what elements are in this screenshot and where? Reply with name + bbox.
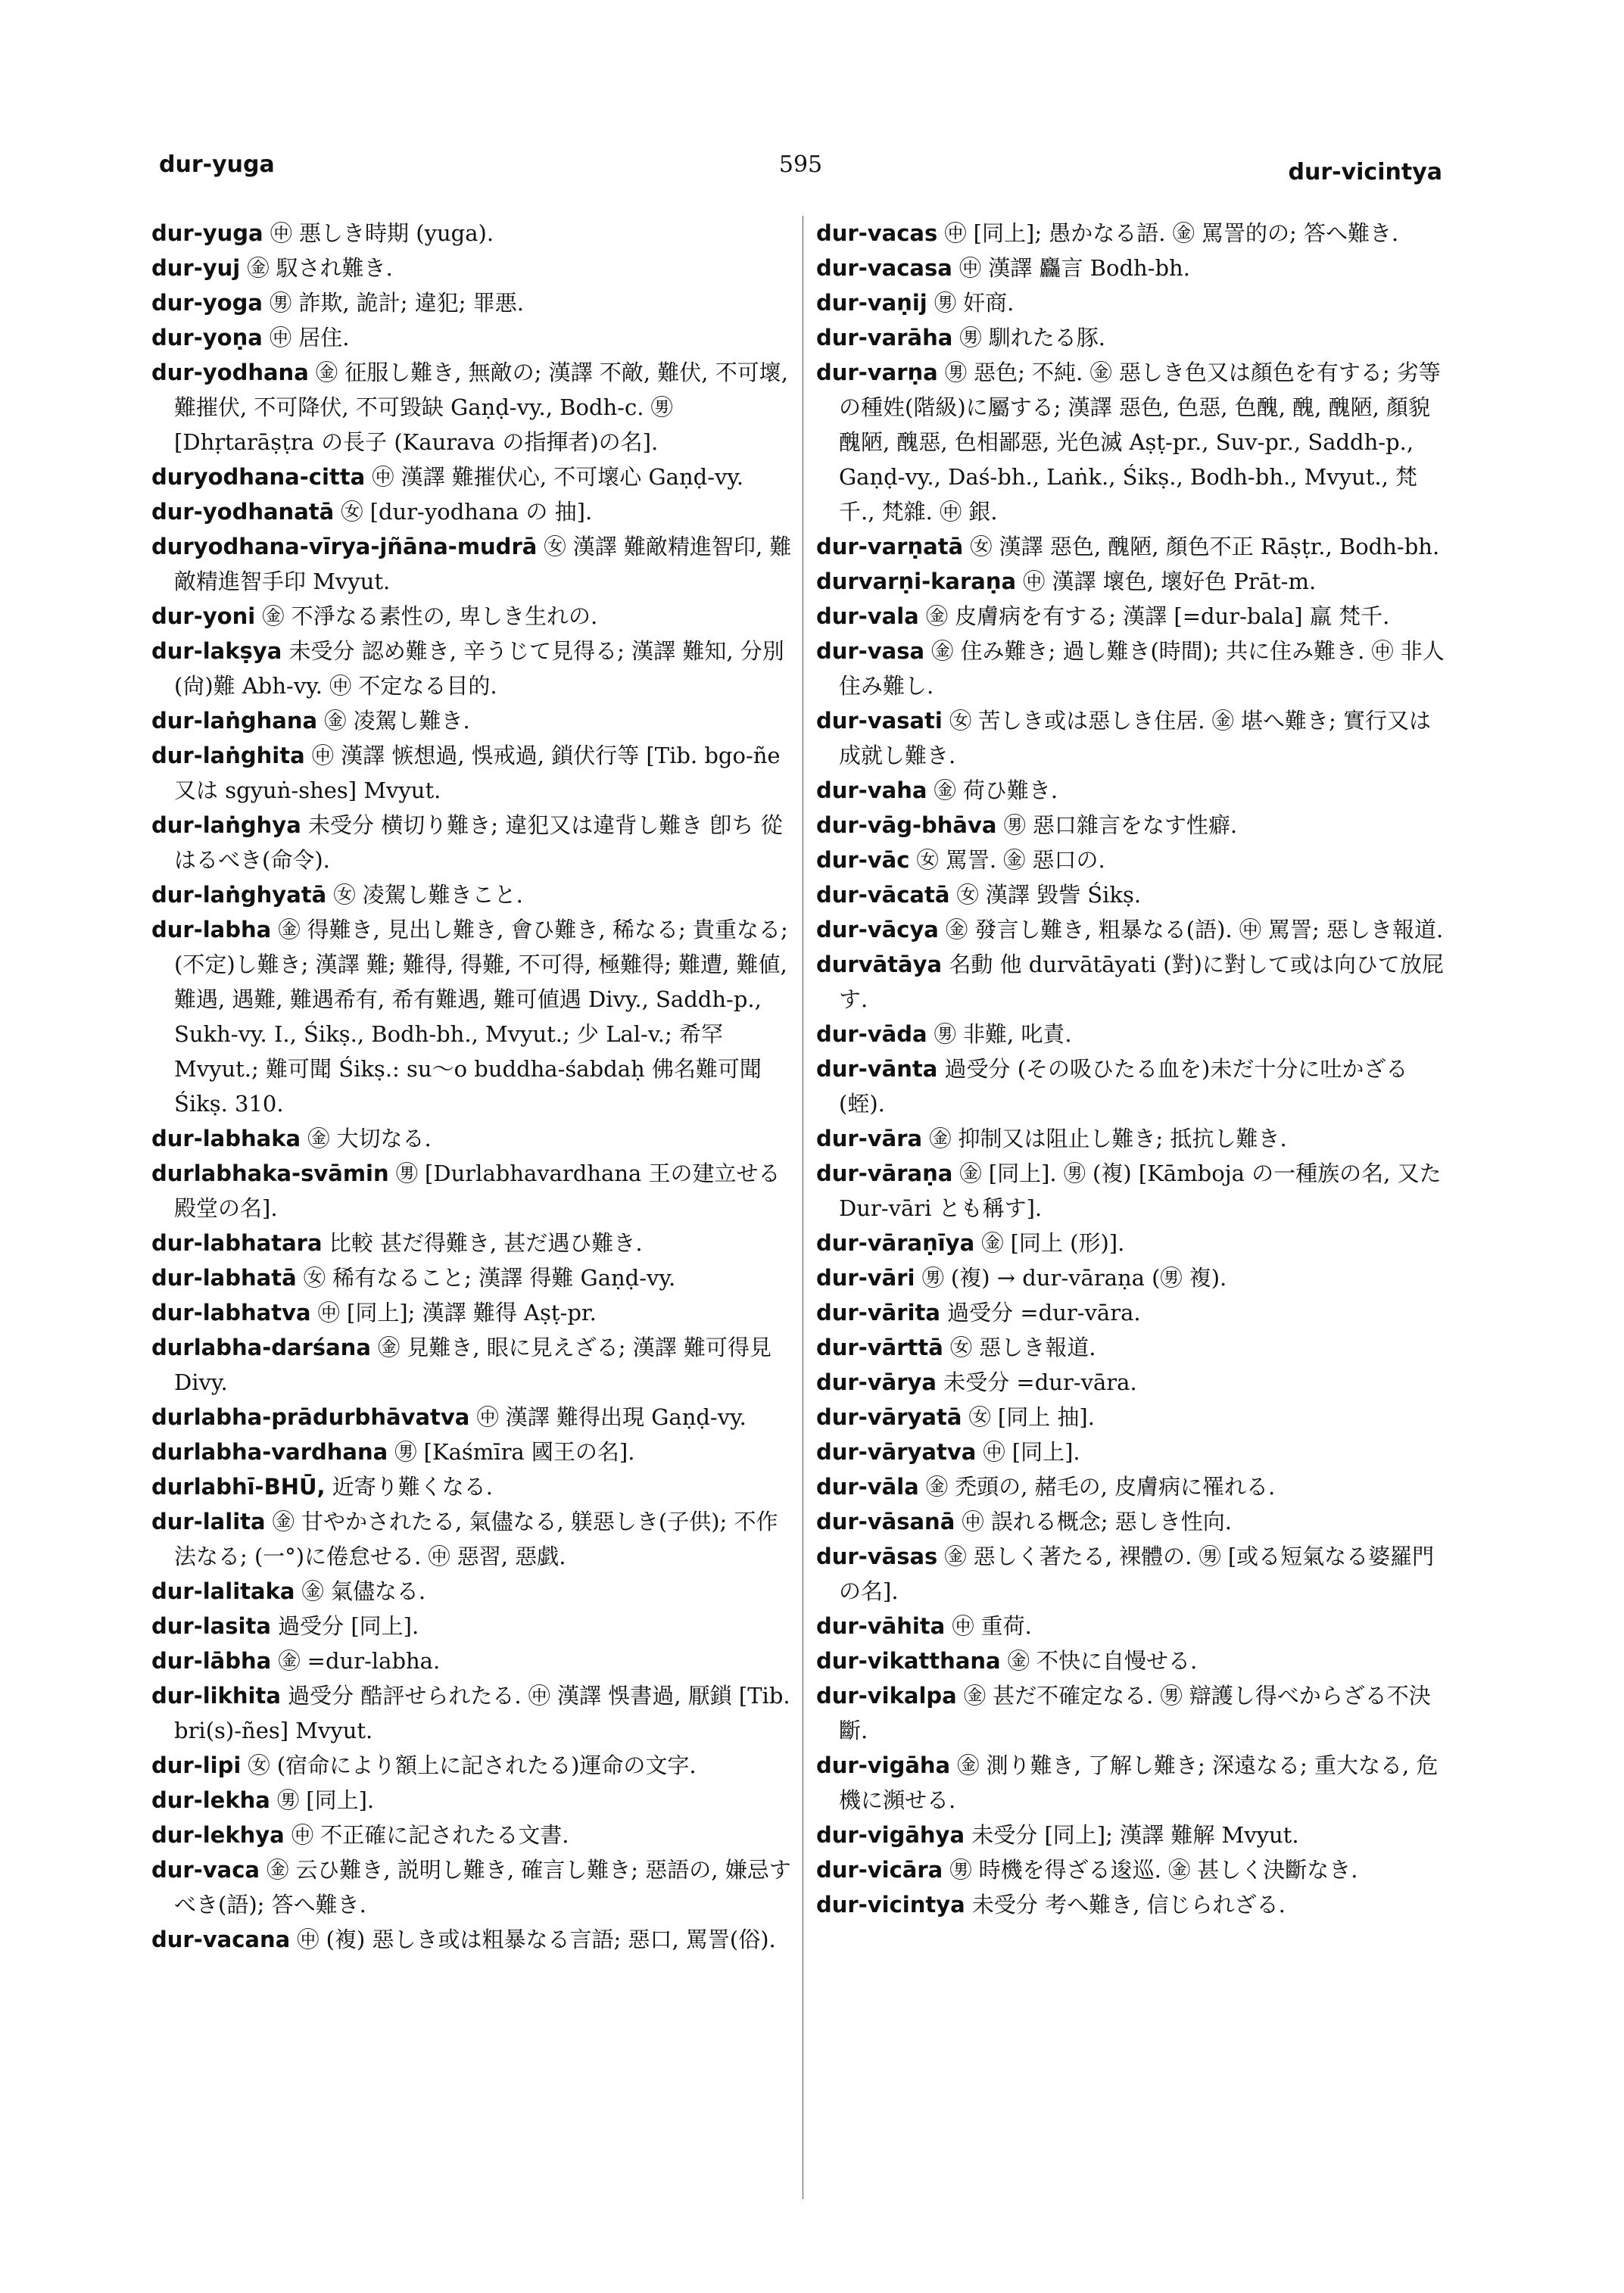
- dictionary-entry: [816, 808, 1452, 843]
- dictionary-entry: [151, 1678, 795, 1748]
- entry-headword: dur-vārita: [816, 1300, 940, 1326]
- entry-headword: duryodhana-citta: [151, 464, 366, 490]
- dictionary-entry: [151, 808, 795, 877]
- entry-headword: dur-vacana: [151, 1927, 291, 1952]
- entry-headword: dur-yodhana: [151, 360, 309, 385]
- entry-headword: dur-vārttā: [816, 1335, 943, 1360]
- entry-definition: ㊎ 禿頭の, 赭毛の, 皮膚病に罹れる.: [925, 1474, 1276, 1500]
- entry-headword: dur-vigāha: [816, 1752, 951, 1778]
- entry-headword: dur-varṇatā: [816, 534, 964, 559]
- dictionary-entry: [151, 1783, 795, 1818]
- dictionary-entry: [151, 1226, 795, 1260]
- entry-definition: ㊚ (複) → dur-vāraṇa (㊚ 複).: [921, 1265, 1227, 1291]
- entry-headword: dur-lakṣya: [151, 638, 282, 664]
- dictionary-entry: [151, 912, 795, 1121]
- entry-headword: dur-vāra: [816, 1126, 923, 1151]
- entry-definition: ㊎ =dur-labha.: [278, 1648, 441, 1674]
- entry-headword: dur-vāraṇa: [816, 1161, 953, 1186]
- entry-definition: ㊥ 漢譯 難得出現 Gaṇḍ-vy.: [476, 1404, 747, 1430]
- entry-definition: ㊛ [同上 抽].: [968, 1404, 1095, 1430]
- entry-headword: dur-vaha: [816, 777, 927, 803]
- entry-definition: ㊚ 惡色; 不純. ㊎ 惡しき色又は顏色を有する; 劣等の種姓(階級)に屬する; 漢譯 惡色, 色惡, 色醜, 醜, 醜陋, 顏貌醜陋, 醜惡, 色相鄙惡, 光色滅 Aṣṭ-pr., Suv-pr., Saddh-p., Gaṇḍ-vy., Daś-bh., Laṅk., Śikṣ., Bodh-bh., Mvyut., 梵千., 梵雜. ㊥ 銀.: [839, 360, 1441, 525]
- entry-headword: dur-yoṇa: [151, 325, 263, 350]
- entry-headword: dur-yuj: [151, 255, 241, 281]
- entry-headword: dur-lasita: [151, 1613, 271, 1639]
- entry-headword: dur-vāraṇīya: [816, 1230, 975, 1256]
- entry-headword: dur-vācya: [816, 917, 939, 942]
- dictionary-entry: [816, 1051, 1452, 1121]
- entry-headword: dur-yoga: [151, 290, 263, 316]
- dictionary-entry: [151, 1469, 795, 1504]
- entry-definition: ㊎ 見難き, 眼に見えざる; 漢譯 難可得見 Divy.: [174, 1335, 771, 1395]
- entry-headword: dur-vāla: [816, 1474, 919, 1500]
- right-column: [816, 216, 1452, 1922]
- entry-definition: 未受分 考へ難き, 信じられざる.: [971, 1892, 1286, 1918]
- dictionary-entry: [816, 1818, 1452, 1852]
- entry-headword: dur-lekha: [151, 1787, 270, 1813]
- dictionary-entry: [816, 1504, 1452, 1539]
- entry-definition: ㊎ 凌駕し難き.: [324, 708, 470, 734]
- entry-definition: 過受分 =dur-vāra.: [947, 1300, 1141, 1326]
- entry-definition: ㊛ 稀有なること; 漢譯 得難 Gaṇḍ-vy.: [303, 1265, 676, 1291]
- dictionary-entry: [816, 1365, 1452, 1400]
- dictionary-entry: [151, 634, 795, 703]
- entry-definition: ㊛ 漢譯 難敵精進智印, 難敵精進智手印 Mvyut.: [174, 534, 792, 594]
- dictionary-entry: [816, 1156, 1452, 1226]
- dictionary-entry: [151, 216, 795, 251]
- entry-headword: dur-vācatā: [816, 882, 950, 908]
- entry-headword: dur-vikalpa: [816, 1683, 957, 1709]
- dictionary-entry: [816, 1852, 1452, 1887]
- entry-definition: ㊛ 惡しき報道.: [950, 1335, 1096, 1360]
- entry-definition: ㊥ [同上].: [983, 1439, 1080, 1465]
- entry-headword: dur-vāryatā: [816, 1404, 962, 1430]
- entry-headword: dur-vacasa: [816, 255, 952, 281]
- entry-definition: ㊥ [同上]; 漢譯 難得 Aṣṭ-pr.: [317, 1300, 597, 1326]
- dictionary-entry: [151, 1922, 795, 1957]
- entry-definition: ㊛ 凌駕し難きこと.: [333, 882, 523, 908]
- entry-definition: ㊛ (宿命により額上に記されたる)運命の文字.: [248, 1752, 697, 1778]
- entry-headword: dur-vaṇij: [816, 290, 927, 316]
- entry-headword: dur-vacas: [816, 220, 938, 246]
- entry-definition: ㊎ 住み難き; 過し難き(時間); 共に住み難き. ㊥ 非人 住み難し.: [839, 638, 1445, 699]
- entry-headword: durlabha-prādurbhāvatva: [151, 1404, 470, 1430]
- entry-headword: dur-lalita: [151, 1509, 266, 1534]
- entry-headword: dur-vala: [816, 603, 919, 629]
- entry-definition: ㊎ 征服し難き, 無敵の; 漢譯 不敵, 難伏, 不可壞, 難摧伏, 不可降伏, 不可毀缺 Gaṇḍ-vy., Bodh-c. ㊚ [Dhṛtarāṣṭra の長子 (Kaurava の指揮者)の名].: [174, 360, 788, 455]
- entry-headword: dur-lābha: [151, 1648, 272, 1674]
- entry-headword: dur-laṅghya: [151, 812, 301, 838]
- entry-headword: dur-vāg-bhāva: [816, 812, 997, 838]
- entry-definition: ㊎ 氣儘なる.: [301, 1578, 426, 1604]
- entry-definition: ㊥ 居住.: [270, 325, 350, 350]
- entry-definition: ㊎ 云ひ難き, 説明し難き, 確言し難き; 惡語の, 嫌忌すべき(語); 答へ難き.: [174, 1857, 791, 1918]
- entry-headword: dur-yuga: [151, 220, 263, 246]
- entry-headword: dur-lekhya: [151, 1822, 285, 1848]
- page-number: 595: [778, 151, 823, 178]
- entry-definition: ㊚ 非難, 叱責.: [934, 1021, 1072, 1047]
- entry-headword: dur-yoni: [151, 603, 256, 629]
- dictionary-entry: [816, 912, 1452, 947]
- entry-headword: dur-labhatva: [151, 1300, 311, 1326]
- entry-definition: ㊎ 惡しく著たる, 裸體の. ㊚ [或る短氣なる婆羅門の名].: [839, 1544, 1435, 1604]
- entry-definition: 過受分 酷評せられたる. ㊥ 漢譯 悞書過, 厭鎖 [Tib. bri(s)-ñes] Mvyut.: [174, 1683, 790, 1743]
- dictionary-entry: [816, 1678, 1452, 1748]
- left-column: [151, 216, 795, 1957]
- entry-definition: ㊚ 惡口雜言をなす性癖.: [1003, 812, 1238, 838]
- entry-definition: ㊥ 漢譯 麤言 Bodh-bh.: [959, 255, 1190, 281]
- entry-definition: ㊎ 發言し難き, 粗暴なる(語). ㊥ 罵詈; 惡しき報道.: [946, 917, 1444, 942]
- entry-definition: ㊥ 悪しき時期 (yuga).: [270, 220, 494, 246]
- entry-definition: ㊚ [同上].: [277, 1787, 375, 1813]
- entry-definition: ㊥ [同上]; 愚かなる語. ㊎ 罵詈的の; 答へ難き.: [944, 220, 1399, 246]
- entry-headword: dur-vāhita: [816, 1613, 946, 1639]
- dictionary-entry: [816, 877, 1452, 912]
- entry-definition: ㊚ 時機を得ざる逡巡. ㊎ 甚しく決斷なき.: [949, 1857, 1358, 1883]
- dictionary-entry: [816, 1435, 1452, 1469]
- dictionary-entry: [151, 1156, 795, 1226]
- dictionary-entry: [151, 494, 795, 529]
- entry-definition: ㊥ 漢譯 愱想過, 悞戒過, 鎖伏行等 [Tib. bgo-ñe 又は sgyuṅ-shes] Mvyut.: [174, 743, 781, 803]
- entry-headword: dur-laṅghyatā: [151, 882, 327, 908]
- dictionary-entry: [151, 1330, 795, 1400]
- entry-definition: 未受分 [同上]; 漢譯 難解 Mvyut.: [971, 1822, 1299, 1848]
- entry-headword: durvarṇi-karaṇa: [816, 569, 1017, 594]
- entry-headword: dur-labhatā: [151, 1265, 297, 1291]
- entry-definition: ㊎ 不淨なる素性の, 卑しき生れの.: [262, 603, 598, 629]
- dictionary-entry: [816, 285, 1452, 320]
- dictionary-entry: [151, 1643, 795, 1678]
- entry-definition: 過受分 [同上].: [278, 1613, 419, 1639]
- entry-definition: ㊎ 測り難き, 了解し難き; 深遠なる; 重大なる, 危機に瀕せる.: [839, 1752, 1439, 1813]
- entry-definition: ㊎ 甚だ不確定なる. ㊚ 辯護し得べからざる不決斷.: [839, 1683, 1431, 1743]
- dictionary-entry: [151, 877, 795, 912]
- dictionary-entry: [151, 320, 795, 355]
- entry-definition: ㊚ 馴れたる豚.: [959, 325, 1105, 350]
- entry-definition: ㊚ [Kaśmīra 國王の名].: [394, 1439, 635, 1465]
- entry-definition: ㊎ 得難き, 見出し難き, 會ひ難き, 稀なる; 貴重なる; (不定)し難き; 漢譯 難; 難得, 得難, 不可得, 極難得; 難遭, 難値, 難遇, 遇難, 難遇希有, 希有難遇, 難可値遇 Divy., Saddh-p., Sukh-vy. I., Śikṣ., Bodh-bh., Mvyut.; 少 Lal-v.; 希罕 Mvyut.; 難可聞 Śikṣ.: su〜o buddha-śabdaḥ 佛名難可聞 Śikṣ. 310.: [174, 917, 788, 1117]
- entry-headword: dur-varṇa: [816, 360, 938, 385]
- page-header: [159, 151, 1442, 197]
- running-head-right: dur-vicintya: [1288, 159, 1442, 185]
- dictionary-entry: [816, 1017, 1452, 1051]
- dictionary-entry: [816, 1469, 1452, 1504]
- entry-headword: dur-vāsas: [816, 1544, 938, 1569]
- entry-headword: dur-vasa: [816, 638, 925, 664]
- dictionary-entry: [816, 1643, 1452, 1678]
- dictionary-entry: [816, 1748, 1452, 1818]
- dictionary-entry: [151, 1504, 795, 1574]
- dictionary-entry: [151, 529, 795, 599]
- entry-headword: durlabha-vardhana: [151, 1439, 388, 1465]
- entry-headword: dur-varāha: [816, 325, 953, 350]
- entry-definition: ㊛ 苦しき或は惡しき住居. ㊎ 堪へ難き; 實行又は成就し難き.: [839, 708, 1431, 768]
- entry-definition: ㊚ 詐欺, 詭計; 違犯; 罪悪.: [270, 290, 524, 316]
- entry-headword: durlabhaka-svāmin: [151, 1161, 389, 1186]
- entry-definition: ㊎ [同上]. ㊚ (複) [Kāmboja の一種族の名, 又た Dur-vāri とも稱す].: [839, 1161, 1442, 1221]
- entry-definition: ㊥ 漢譯 難摧伏心, 不可壞心 Gaṇḍ-vy.: [372, 464, 744, 490]
- entry-headword: durvātāya: [816, 952, 943, 977]
- entry-definition: ㊎ [同上 (形)].: [981, 1230, 1125, 1256]
- entry-definition: ㊚ [Durlabhavardhana 王の建立せる殿堂の名].: [174, 1161, 781, 1221]
- entry-headword: dur-laṅghana: [151, 708, 318, 734]
- entry-headword: dur-vikatthana: [816, 1648, 1001, 1674]
- dictionary-entry: [151, 1260, 795, 1295]
- dictionary-entry: [816, 1400, 1452, 1435]
- dictionary-entry: [151, 1609, 795, 1643]
- dictionary-entry: [151, 599, 795, 634]
- entry-definition: 過受分 (その吸ひたる血を)未だ十分に吐かざる(蛭).: [839, 1056, 1408, 1117]
- dictionary-entry: [816, 1295, 1452, 1330]
- running-head-left: dur-yuga: [159, 151, 275, 178]
- entry-definition: ㊥ 不正確に記されたる文書.: [291, 1822, 569, 1848]
- entry-definition: 近寄り難くなる.: [332, 1474, 493, 1500]
- entry-definition: 未受分 認め難き, 辛うじて見得る; 漢譯 難知, 分別(尙)難 Abh-vy. ㊥ 不定なる目的.: [174, 638, 784, 699]
- dictionary-entry: [151, 1852, 795, 1922]
- dictionary-entry: [151, 1574, 795, 1609]
- entry-headword: dur-labhatara: [151, 1230, 323, 1256]
- dictionary-entry: [816, 1887, 1452, 1922]
- entry-definition: ㊛ 漢譯 毀訾 Śikṣ.: [956, 882, 1142, 908]
- dictionary-entry: [151, 1748, 795, 1783]
- entry-headword: dur-lipi: [151, 1752, 242, 1778]
- dictionary-entry: [816, 1330, 1452, 1365]
- entry-headword: dur-lalitaka: [151, 1578, 295, 1604]
- dictionary-entry: [816, 251, 1452, 285]
- entry-headword: dur-vaca: [151, 1857, 260, 1883]
- entry-definition: ㊛ 罵詈. ㊎ 惡口の.: [916, 847, 1105, 873]
- dictionary-entry: [151, 1818, 795, 1852]
- entry-headword: dur-labhaka: [151, 1126, 301, 1151]
- entry-headword: durlabha-darśana: [151, 1335, 371, 1360]
- entry-definition: 比較 甚だ得難き, 甚だ遇ひ難き.: [329, 1230, 643, 1256]
- dictionary-entry: [816, 1121, 1452, 1156]
- dictionary-entry: [151, 1121, 795, 1156]
- dictionary-entry: [151, 1435, 795, 1469]
- dictionary-entry: [151, 703, 795, 738]
- dictionary-entry: [816, 947, 1452, 1017]
- entry-headword: dur-vānta: [816, 1056, 938, 1082]
- dictionary-entry: [151, 285, 795, 320]
- entry-definition: 未受分 横切り難き; 違犯又は違背し難き 卽ち 從はるべき(命令).: [174, 812, 783, 873]
- entry-definition: ㊥ 誤れる概念; 惡しき性向.: [962, 1509, 1232, 1534]
- entry-definition: 名動 他 durvātāyati (對)に對して或は向ひて放屁す.: [839, 952, 1444, 1012]
- dictionary-entry: [816, 703, 1452, 773]
- entry-headword: dur-vasati: [816, 708, 943, 734]
- dictionary-entry: [816, 529, 1452, 564]
- entry-definition: 未受分 =dur-vāra.: [943, 1369, 1137, 1395]
- entry-headword: durlabhī-BHŪ,: [151, 1474, 326, 1500]
- dictionary-entry: [151, 355, 795, 460]
- dictionary-entry: [816, 1539, 1452, 1609]
- entry-headword: dur-yodhanatā: [151, 499, 335, 525]
- entry-definition: ㊎ 荷ひ難き.: [934, 777, 1058, 803]
- entry-headword: dur-laṅghita: [151, 743, 305, 768]
- entry-headword: duryodhana-vīrya-jñāna-mudrā: [151, 534, 538, 559]
- entry-definition: ㊥ 漢譯 壞色, 壞好色 Prāt-m.: [1023, 569, 1317, 594]
- entry-headword: dur-vāda: [816, 1021, 927, 1047]
- entry-definition: ㊛ 漢譯 惡色, 醜陋, 顏色不正 Rāṣṭr., Bodh-bh.: [970, 534, 1440, 559]
- entry-headword: dur-vigāhya: [816, 1822, 965, 1848]
- dictionary-entry: [816, 599, 1452, 634]
- entry-headword: dur-labha: [151, 917, 272, 942]
- entry-headword: dur-vārya: [816, 1369, 937, 1395]
- entry-definition: ㊎ 皮膚病を有する; 漢譯 [=dur-bala] 羸 梵千.: [925, 603, 1390, 629]
- dictionary-entry: [816, 773, 1452, 808]
- dictionary-entry: [151, 460, 795, 494]
- entry-definition: ㊎ 抑制又は阻止し難き; 抵抗し難き.: [929, 1126, 1287, 1151]
- entry-headword: dur-likhita: [151, 1683, 281, 1709]
- dictionary-entry: [151, 738, 795, 808]
- dictionary-entry: [816, 634, 1452, 703]
- dictionary-entry: [816, 843, 1452, 877]
- dictionary-entry: [151, 1295, 795, 1330]
- entry-headword: dur-vāryatva: [816, 1439, 977, 1465]
- entry-definition: ㊚ 奸商.: [934, 290, 1015, 316]
- entry-headword: dur-vicintya: [816, 1892, 965, 1918]
- entry-definition: ㊎ 馭され難き.: [247, 255, 393, 281]
- entry-headword: dur-vāsanā: [816, 1509, 955, 1534]
- entry-headword: dur-vāri: [816, 1265, 915, 1291]
- entry-headword: dur-vāc: [816, 847, 910, 873]
- entry-definition: ㊥ 重荷.: [952, 1613, 1032, 1639]
- entry-definition: ㊎ 不快に自慢せる.: [1007, 1648, 1198, 1674]
- dictionary-entry: [816, 216, 1452, 251]
- dictionary-entry: [816, 355, 1452, 529]
- dictionary-entry: [151, 1400, 795, 1435]
- dictionary-entry: [151, 251, 795, 285]
- entry-definition: ㊥ (複) 惡しき或は粗暴なる言語; 惡口, 罵詈(俗).: [297, 1927, 776, 1952]
- entry-definition: ㊎ 大切なる.: [307, 1126, 432, 1151]
- dictionary-entry: [816, 320, 1452, 355]
- entry-definition: ㊎ 甘やかされたる, 氣儘なる, 躾惡しき(子供); 不作法なる; (一°)に倦怠せる. ㊥ 惡習, 惡戯.: [174, 1509, 778, 1569]
- dictionary-entry: [816, 1609, 1452, 1643]
- dictionary-entry: [816, 1260, 1452, 1295]
- dictionary-entry: [816, 564, 1452, 599]
- entry-headword: dur-vicāra: [816, 1857, 943, 1883]
- entry-definition: ㊛ [dur-yodhana の 抽].: [341, 499, 593, 525]
- dictionary-entry: [816, 1226, 1452, 1260]
